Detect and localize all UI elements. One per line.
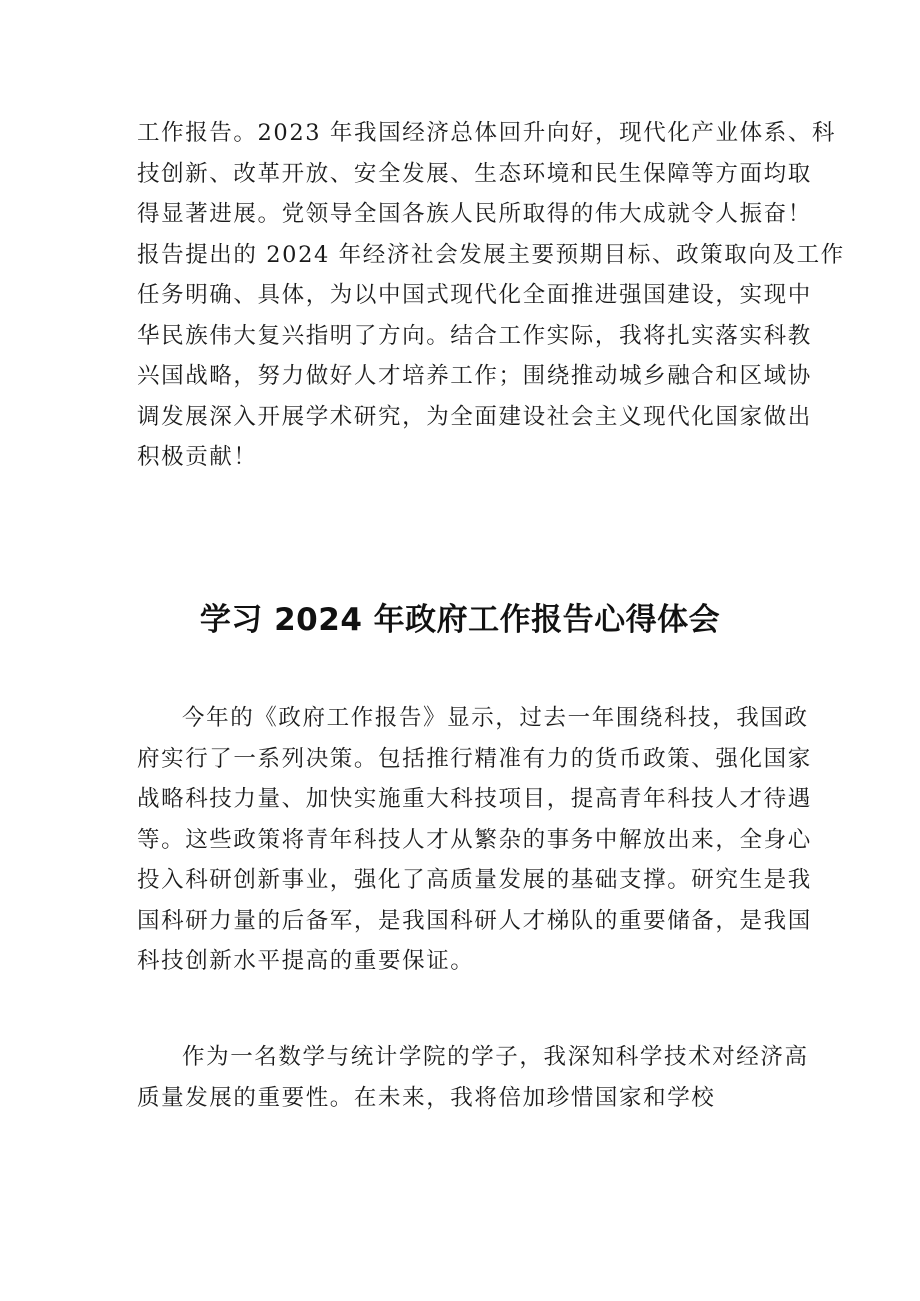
text-line: 报告提出的 2024 年经济社会发展主要预期目标、政策取向及工作 [137, 241, 845, 268]
text-line: 兴国战略，努力做好人才培养工作；围绕推动城乡融合和区域协 [137, 363, 812, 389]
text-line: 战略科技力量、加快实施重大科技项目，提高青年科技人才待遇 [137, 786, 812, 812]
body-paragraph-1 [137, 698, 812, 982]
text-line: 今年的《政府工作报告》显示，过去一年围绕科技，我国政 [182, 705, 809, 731]
text-line: 调发展深入开展学术研究，为全面建设社会主义现代化国家做出 [137, 403, 812, 430]
text-line: 投入科研创新事业，强化了高质量发展的基础支撑。研究生是我 [137, 867, 812, 893]
text-line: 技创新、改革开放、安全发展、生态环境和民生保障等方面均取 [137, 160, 812, 187]
text-line: 华民族伟大复兴指明了方向。结合工作实际，我将扎实落实科教 [137, 322, 812, 349]
text-line: 府实行了一系列决策。包括推行精准有力的货币政策、强化国家 [137, 745, 812, 772]
text-line: 任务明确、具体，为以中国式现代化全面推进强国建设，实现中 [137, 282, 812, 308]
text-line: 质量发展的重要性。在未来，我将倍加珍惜国家和学校 [137, 1084, 716, 1111]
text-line: 工作报告。2023 年我国经济总体回升向好，现代化产业体系、科 [137, 120, 837, 146]
body-paragraph-2 [137, 1037, 809, 1118]
text-line: 作为一名数学与统计学院的学子，我深知科学技术对经济高 [182, 1044, 809, 1070]
article-title: 学习 2024 年政府工作报告心得体会 [199, 602, 721, 638]
previous-article-continuation [137, 113, 845, 478]
text-line: 积极贡献！ [137, 444, 258, 470]
text-line: 国科研力量的后备军，是我国科研人才梯队的重要储备，是我国 [137, 907, 812, 934]
text-line: 科技创新水平提高的重要保证。 [137, 948, 475, 974]
text-line: 等。这些政策将青年科技人才从繁杂的事务中解放出来，全身心 [137, 826, 812, 853]
text-line: 得显著进展。党领导全国各族人民所取得的伟大成就令人振奋！ [137, 201, 812, 227]
